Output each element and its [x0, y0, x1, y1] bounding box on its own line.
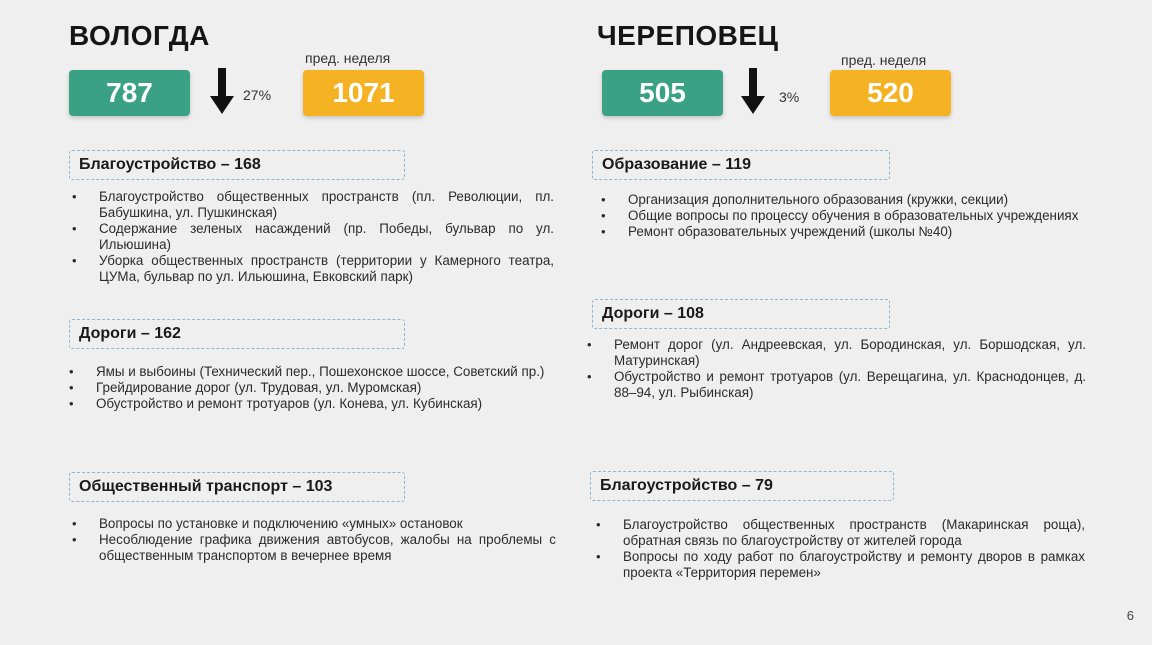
vologda-prev-value: 1071	[303, 70, 424, 116]
list-item: • Организация дополнительного образования (кружки, секции)	[598, 192, 1108, 208]
list-item: • Грейдирование дорог (ул. Трудовая, ул. Муромская)	[66, 380, 550, 396]
cherepovets-title: ЧЕРЕПОВЕЦ	[597, 20, 779, 51]
vologda-category-heading: Дороги – 162	[69, 319, 405, 349]
cherepovets-category-heading: Образование – 119	[592, 150, 890, 180]
list-item: • Уборка общественных пространств (территории у Камерного театра, ЦУМа, бульвар по ул. Ильюшина, Евковский парк)	[69, 253, 554, 285]
list-item: • Ремонт образовательных учреждений (школы №40)	[598, 224, 1108, 240]
arrow-down-icon	[208, 66, 236, 116]
list-item: • Общие вопросы по процессу обучения в образовательных учреждениях	[598, 208, 1108, 224]
vologda-change-percent: 27%	[243, 87, 272, 103]
list-item: • Несоблюдение графика движения автобусов, жалобы на проблемы с общественным транспортом в вечернее время	[69, 532, 556, 564]
vologda-prev-week-label: пред. неделя	[305, 50, 391, 66]
list-item: • Обустройство и ремонт тротуаров (ул. Конева, ул. Кубинская)	[66, 396, 550, 412]
cherepovets-current-value: 505	[602, 70, 723, 116]
list-item: • Вопросы по ходу работ по благоустройству и ремонту дворов в рамках проекта «Территория перемен»	[593, 549, 1085, 581]
cherepovets-prev-week-label: пред. неделя	[841, 52, 927, 68]
cherepovets-category-list	[584, 337, 1086, 401]
list-item: • Ремонт дорог (ул. Андреевская, ул. Бородинская, ул. Боршодская, ул. Матуринская)	[584, 337, 1086, 369]
cherepovets-category-list	[598, 192, 1108, 240]
vologda-category-heading: Общественный транспорт – 103	[69, 472, 405, 502]
list-item: • Благоустройство общественных пространств (пл. Революции, пл. Бабушкина, ул. Пушкинская)	[69, 189, 554, 221]
list-item: • Содержание зеленых насаждений (пр. Победы, бульвар по ул. Ильюшина)	[69, 221, 554, 253]
cherepovets-category-heading: Благоустройство – 79	[590, 471, 894, 501]
vologda-category-heading: Благоустройство – 168	[69, 150, 405, 180]
arrow-down-icon	[739, 66, 767, 116]
list-item: • Вопросы по установке и подключению «умных» остановок	[69, 516, 556, 532]
vologda-category-list	[69, 516, 556, 564]
cherepovets-change-percent: 3%	[779, 89, 800, 105]
list-item: • Благоустройство общественных пространств (Макаринская роща), обратная связь по благоустройству от жителей города	[593, 517, 1085, 549]
cherepovets-prev-value: 520	[830, 70, 951, 116]
vologda-title: ВОЛОГДА	[69, 20, 210, 51]
cherepovets-category-heading: Дороги – 108	[592, 299, 890, 329]
vologda-current-value: 787	[69, 70, 190, 116]
cherepovets-category-list	[593, 517, 1085, 581]
vologda-category-list	[69, 189, 554, 285]
list-item: • Обустройство и ремонт тротуаров (ул. Верещагина, ул. Краснодонцев, д. 88–94, ул. Рыбинская)	[584, 369, 1086, 401]
vologda-category-list	[66, 364, 550, 412]
list-item: • Ямы и выбоины (Технический пер., Пошехонское шоссе, Советский пр.)	[66, 364, 550, 380]
page-number: 6	[1126, 608, 1134, 623]
